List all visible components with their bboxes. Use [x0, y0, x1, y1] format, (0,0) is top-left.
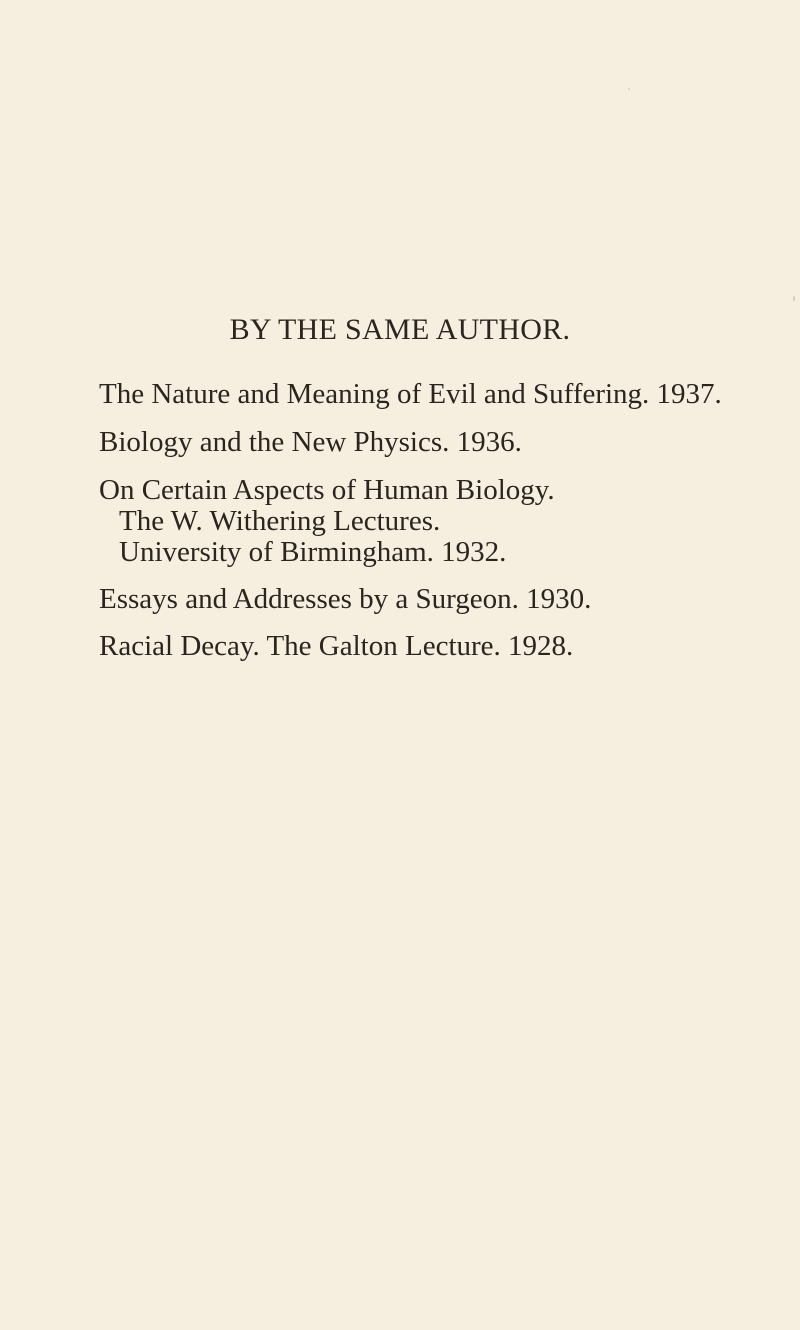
book-title: Essays and Addresses by a Surgeon. 1930.: [99, 583, 592, 615]
book-title: The Nature and Meaning of Evil and Suffering. 1937.: [99, 378, 722, 410]
book-title: On Certain Aspects of Human Biology.: [99, 474, 555, 506]
book-title: Biology and the New Physics. 1936.: [99, 426, 522, 458]
book-title: Racial Decay. The Galton Lecture. 1928.: [99, 630, 574, 662]
book-title-continuation: University of Birmingham. 1932.: [119, 536, 507, 568]
page-heading: BY THE SAME AUTHOR.: [229, 313, 571, 346]
paper-speck: [628, 88, 630, 90]
book-title-continuation: The W. Withering Lectures.: [119, 505, 441, 537]
paper-speck: [793, 296, 795, 301]
